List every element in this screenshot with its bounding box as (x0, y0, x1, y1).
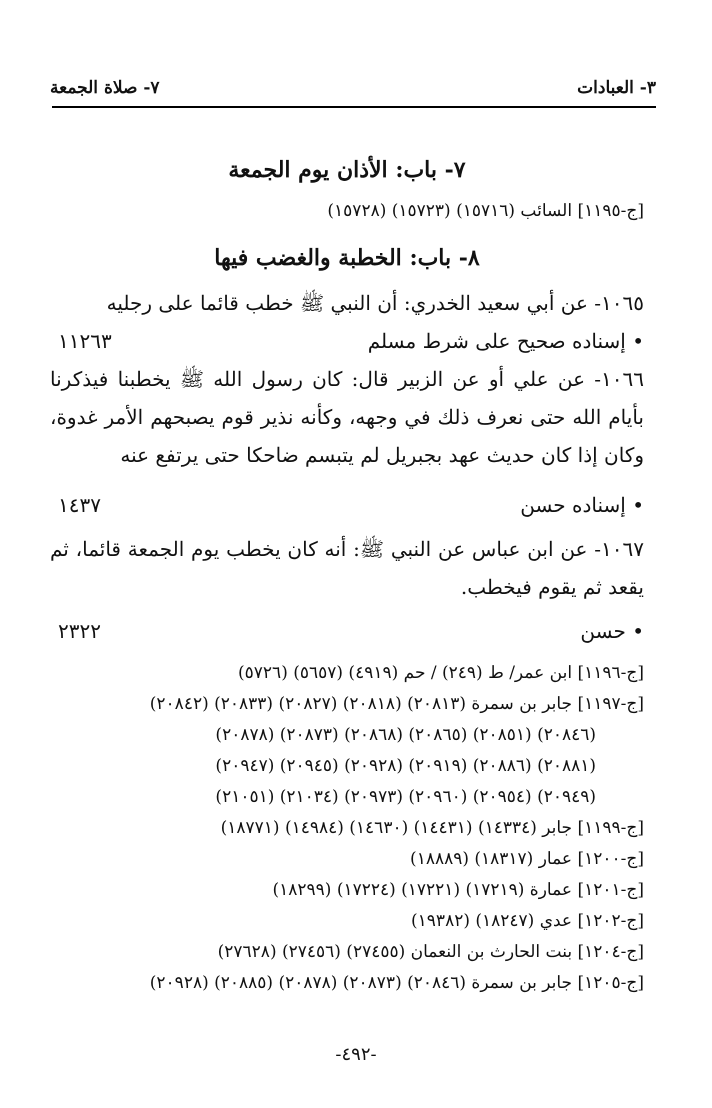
ref-line: (٢٠٨٨١) (٢٠٨٨٦) (٢٠٩١٩) (٢٠٩٢٨) (٢٠٩٤٥) (٢٠٩٤٧) (215, 756, 596, 776)
running-header (50, 78, 656, 108)
hadith-1067-grade-row (50, 612, 644, 650)
section-8-title: ٨- باب: الخطبة والغضب فيها (214, 245, 480, 271)
hadith-1066-grade-row (50, 486, 644, 524)
section-7-ref: [ج-١١٩٥] السائب (١٥٧١٦) (١٥٧٢٣) (١٥٧٢٨) (327, 201, 644, 221)
ref-line: [ج-١٢٠٠] عمار (١٨٣١٧) (١٨٨٨٩) (410, 849, 644, 869)
cross-references (50, 658, 644, 999)
header-chapter-title: ٧- صلاة الجمعة (50, 78, 160, 98)
hadith-1066-number: ١٤٣٧ (58, 493, 101, 517)
section-7-title: ٧- باب: الأذان يوم الجمعة (228, 157, 466, 183)
hadith-1065-grade: • إسناده صحيح على شرط مسلم (367, 329, 644, 353)
page-content (50, 150, 644, 999)
ref-line: [ج-١١٩٦] ابن عمر/ ط (٢٤٩) / حم (٤٩١٩) (٥٦٥٧) (٥٧٢٦) (238, 663, 644, 683)
ref-line: [ج-١٢٠٢] عدي (١٨٢٤٧) (١٩٣٨٢) (411, 911, 644, 931)
ref-line: (٢٠٨٤٦) (٢٠٨٥١) (٢٠٨٦٥) (٢٠٨٦٨) (٢٠٨٧٣) (٢٠٨٧٨) (215, 725, 596, 745)
hadith-1067-number: ٢٣٢٢ (58, 619, 101, 643)
hadith-1065-number: ١١٢٦٣ (58, 329, 112, 353)
ref-line: [ج-١١٩٩] جابر (١٤٣٣٤) (١٤٤٣١) (١٤٦٣٠) (١٤٩٨٤) (١٨٧٧١) (220, 818, 644, 838)
ref-line: [ج-١١٩٧] جابر بن سمرة (٢٠٨١٣) (٢٠٨١٨) (٢٠٨٢٧) (٢٠٨٣٣) (٢٠٨٤٢) (149, 694, 644, 714)
header-book-title: ٣- العبادات (577, 78, 656, 98)
hadith-1067-grade: • حسن (580, 619, 644, 643)
ref-line: [ج-١٢٠٥] جابر بن سمرة (٢٠٨٤٦) (٢٠٨٧٣) (٢٠٨٧٨) (٢٠٨٨٥) (٢٠٩٢٨) (149, 973, 644, 993)
ref-line: [ج-١٢٠١] عمارة (١٧٢١٩) (١٧٢٢١) (١٧٢٢٤) (١٨٢٩٩) (272, 880, 644, 900)
hadith-1065-grade-row (50, 322, 644, 360)
hadith-1066: ١٠٦٦- عن علي أو عن الزبير قال: كان رسول الله ﷺ يخطبنا فيذكرنا بأيام الله حتى نعرف ذلك في وجهه، وكأنه نذير قوم يصبحهم الأمر غدوة، وكان إذا كان حديث عهد بجبريل لم يتبسم ضاحكا حتى يرتفع عنه (50, 367, 644, 467)
ref-line: (٢٠٩٤٩) (٢٠٩٥٤) (٢٠٩٦٠) (٢٠٩٧٣) (٢١٠٣٤) (٢١٠٥١) (215, 787, 596, 807)
hadith-1067: ١٠٦٧- عن ابن عباس عن النبي ﷺ: أنه كان يخطب يوم الجمعة قائما، ثم يقعد ثم يقوم فيخطب. (50, 537, 644, 599)
hadith-1065: ١٠٦٥- عن أبي سعيد الخدري: أن النبي ﷺ خطب قائما على رجليه (106, 291, 644, 315)
ref-line: [ج-١٢٠٤] بنت الحارث بن النعمان (٢٧٤٥٥) (٢٧٤٥٦) (٢٧٦٢٨) (217, 942, 644, 962)
page-number: -٤٩٢- (335, 1044, 377, 1065)
hadith-1066-grade: • إسناده حسن (520, 493, 644, 517)
header-rule (52, 106, 656, 108)
